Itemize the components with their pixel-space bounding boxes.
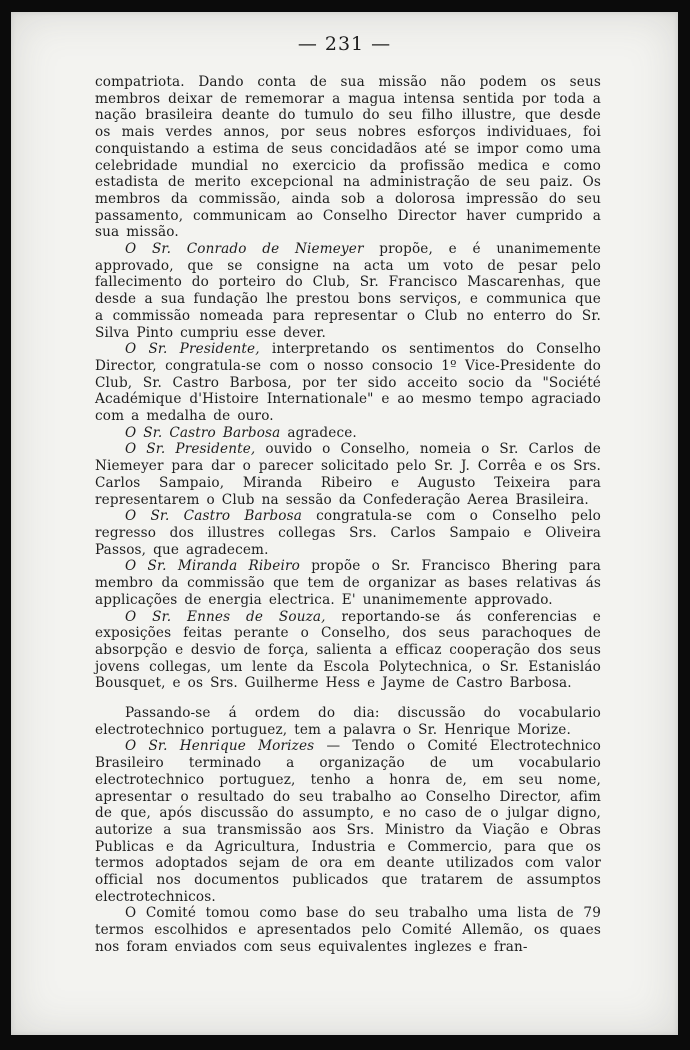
paragraph-text: — Tendo o Comité Electrotechnico Brasileiro terminado a organização de um vocabulario electrotechnico portuguez, tenho a honra de, em seu nome, apresentar o resultado do seu trabalho ao Conselho Director, afim de que, após discussão do assumpto, e no caso de o julgar digno, autorize a sua transmissão aos Srs. Ministro da Viação e Obras Publicas e da Agricultura, Industria e Commercio, para que os termos adoptados sejam de ora em deante utilizados com valor official nos documentos publicados que tratarem de assumptos electrotechnicos. — [95, 738, 601, 905]
speaker-name: O Sr. Castro Barbosa — [125, 424, 281, 441]
paragraph-text: propõe, e é unanimemente approvado, que se consigne na acta um voto de pesar pelo fallecimento do porteiro do Club, Sr. Francisco Mascarenhas, que desde a sua fundação lhe prestou bons serviços, e communica que a commissão nomeada para representar o Club no enterro do Sr. Silva Pinto cumpriu esse dever. — [95, 241, 602, 341]
page-number: — 231 — — [297, 33, 392, 55]
speaker-name: O Sr. Conrado de Niemeyer — [125, 241, 364, 258]
paragraph-text: ouvido o Conselho, nomeia o Sr. Carlos de Niemeyer para dar o parecer solicitado pelo Sr. J. Corrêa e os Srs. Carlos Sampaio, Miranda Ribeiro e Augusto Teixeira para representarem o Club na sessão da Confederação Aerea Brasileira. — [95, 441, 601, 508]
speaker-name: O Sr. Castro Barbosa — [125, 508, 302, 525]
paragraph — [95, 425, 601, 442]
paragraph — [95, 441, 601, 508]
paragraph-text: compatriota. Dando conta de sua missão não podem os seus membros deixar de rememorar a magua intensa sentida por toda a nação brasileira deante do tumulo do seu filho illustre, que desde os mais verdes annos, por seus nobres esforços individuaes, foi conquistando a estima de seus concidadãos até se impor como uma celebridade mundial no exercicio da profissão medica e como estadista de merito excepcional na administração de seu paiz. Os membros da commissão, ainda sob a dolorosa impressão do seu passamento, communicam ao Conselho Director haver cumprido a sua missão. — [95, 74, 601, 241]
paragraph — [95, 705, 601, 738]
speaker-name: O Sr. Henrique Morizes — [125, 738, 315, 755]
paragraph — [95, 241, 601, 341]
speaker-name: O Sr. Miranda Ribeiro — [125, 558, 300, 575]
speaker-name: O Sr. Presidente, — [125, 341, 260, 358]
paragraph-text: reportando-se ás conferencias e exposições feitas perante o Conselho, dos seus parachoques de absorpção e desvio de força, salienta a efficaz cooperação dos seus jovens collegas, um lente da Escola Polytechnica, o Sr. Estanisláo Bousquet, e os Srs. Guilherme Hess e Jayme de Castro Barbosa. — [95, 608, 601, 692]
paragraph — [95, 508, 601, 558]
paragraph — [95, 905, 601, 955]
page-body-text — [95, 74, 601, 956]
document-page — [11, 12, 678, 1035]
speaker-name: O Sr. Ennes de Souza, — [125, 608, 326, 625]
paragraph — [95, 609, 601, 693]
paragraph — [95, 74, 601, 241]
paragraph-text: O Comité tomou como base do seu trabalho uma lista de 79 termos escolhidos e apresentados pelo Comité Allemão, os quaes nos foram enviados com seus equivalentes inglezes e fran- — [95, 905, 601, 955]
paragraph-text: propõe o Sr. Francisco Bhering para membro da commissão que tem de organizar as bases relativas ás applicações de energia electrica. E' unanimemente approvado. — [95, 558, 601, 608]
paragraph-text: interpretando os sentimentos do Conselho Director, congratula-se com o nosso consocio 1º Vice-Presidente do Club, Sr. Castro Barbosa, por ter sido acceito socio da "Société Académique d'Histoire Internationale" e ao mesmo tempo agraciado com a medalha de ouro. — [95, 341, 601, 425]
paragraph-text: agradece. — [280, 424, 357, 441]
paragraph — [95, 341, 601, 425]
paragraph-text: congratula-se com o Conselho pelo regresso dos illustres collegas Srs. Carlos Sampaio e Oliveira Passos, que agradecem. — [95, 508, 601, 558]
paragraph — [95, 558, 601, 608]
paragraph-text: Passando-se á ordem do dia: discussão do vocabulario electrotechnico portuguez, tem a palavra o Sr. Henrique Morize. — [95, 705, 601, 738]
speaker-name: O Sr. Presidente, — [125, 441, 256, 458]
paragraph — [95, 738, 601, 905]
